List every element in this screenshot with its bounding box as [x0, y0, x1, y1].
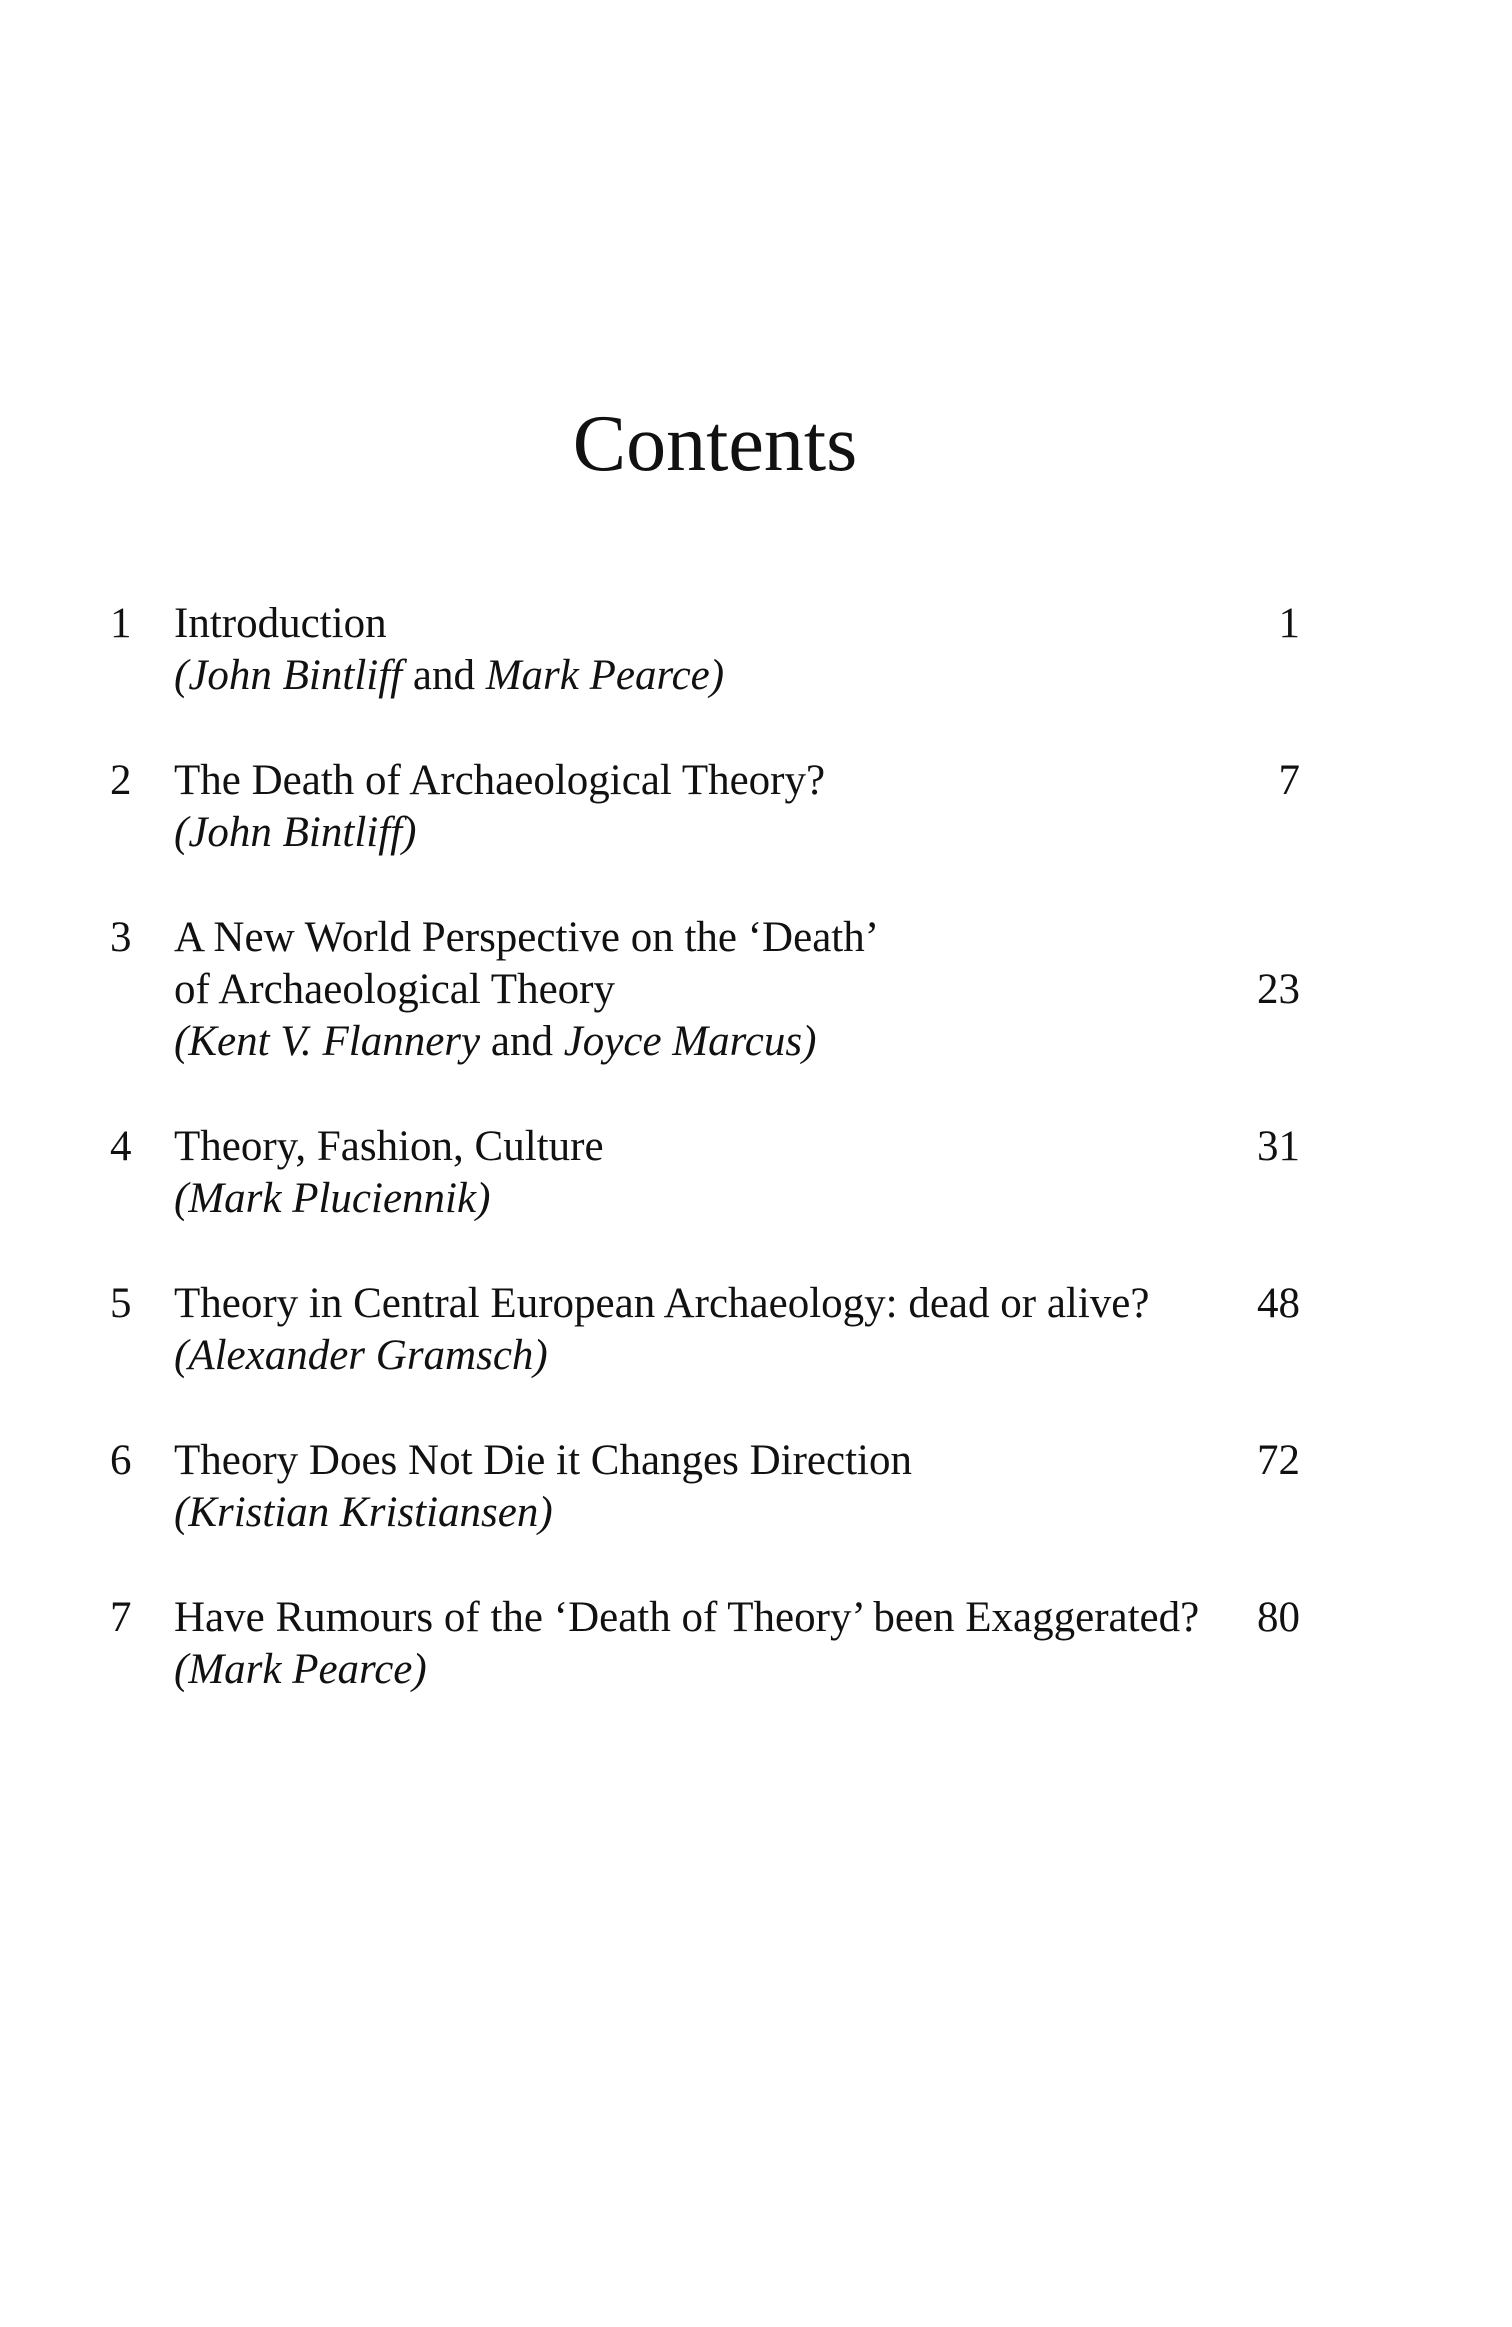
chapter-text	[174, 1592, 1234, 1696]
author-name: Mark Pearce)	[485, 652, 725, 699]
chapter-number: 5	[110, 1280, 132, 1327]
page-number: 23	[1257, 966, 1300, 1013]
page-number: 80	[1257, 1594, 1300, 1641]
author-name: (Kent V. Flannery	[174, 1018, 481, 1065]
chapter-number: 6	[110, 1437, 132, 1484]
chapter-number: 1	[110, 600, 132, 647]
chapter-title-line: The Death of Archaeological Theory?	[174, 757, 826, 804]
chapter-title-line: Theory in Central European Archaeology: dead or alive?	[174, 1280, 1150, 1327]
author-conjunction: and	[402, 652, 486, 699]
chapter-title-line: Have Rumours of the ‘Death of Theory’ been Exaggerated?	[174, 1594, 1200, 1641]
chapter-authors	[174, 807, 1234, 859]
author-name: Joyce Marcus)	[563, 1018, 817, 1065]
table-of-contents	[0, 598, 1512, 1749]
chapter-authors	[174, 1330, 1234, 1382]
chapter-title-line: Theory Does Not Die it Changes Direction	[174, 1437, 912, 1484]
author-name: (Kristian Kristiansen)	[174, 1489, 553, 1536]
author-name: (Mark Pluciennik)	[174, 1175, 491, 1222]
chapter-text	[174, 1278, 1234, 1382]
page-number: 7	[1278, 757, 1300, 804]
chapter-authors	[174, 1016, 1234, 1068]
author-conjunction: and	[480, 1018, 564, 1065]
page-number: 1	[1278, 600, 1300, 647]
chapter-authors	[174, 1173, 1234, 1225]
chapter-authors	[174, 1487, 1234, 1539]
toc-entry[interactable]	[0, 912, 1512, 1068]
author-name: (Alexander Gramsch)	[174, 1332, 548, 1379]
page-number: 72	[1257, 1437, 1300, 1484]
chapter-text	[174, 755, 1234, 859]
author-name: (John Bintliff	[174, 652, 403, 699]
page-number: 48	[1257, 1280, 1300, 1327]
chapter-number: 3	[110, 914, 132, 961]
chapter-title-line: Theory, Fashion, Culture	[174, 1123, 604, 1170]
chapter-title-line: A New World Perspective on the ‘Death’	[174, 914, 880, 961]
toc-entry[interactable]	[0, 1121, 1512, 1225]
toc-entry[interactable]	[0, 1278, 1512, 1382]
chapter-text	[174, 912, 1234, 1068]
chapter-text	[174, 598, 1234, 702]
author-name: (Mark Pearce)	[174, 1646, 427, 1693]
toc-entry[interactable]	[0, 1435, 1512, 1539]
chapter-authors	[174, 1644, 1234, 1696]
chapter-text	[174, 1435, 1234, 1539]
toc-entry[interactable]	[0, 1592, 1512, 1696]
chapter-authors	[174, 650, 1234, 702]
page-number: 31	[1257, 1123, 1300, 1170]
chapter-number: 4	[110, 1123, 132, 1170]
author-name: (John Bintliff)	[174, 809, 417, 856]
chapter-number: 7	[110, 1594, 132, 1641]
chapter-title-line: of Archaeological Theory	[174, 966, 615, 1013]
page-title: Contents	[572, 399, 858, 488]
chapter-number: 2	[110, 757, 132, 804]
chapter-text	[174, 1121, 1234, 1225]
toc-entry[interactable]	[0, 755, 1512, 859]
chapter-title-line: Introduction	[174, 600, 387, 647]
toc-entry[interactable]	[0, 598, 1512, 702]
